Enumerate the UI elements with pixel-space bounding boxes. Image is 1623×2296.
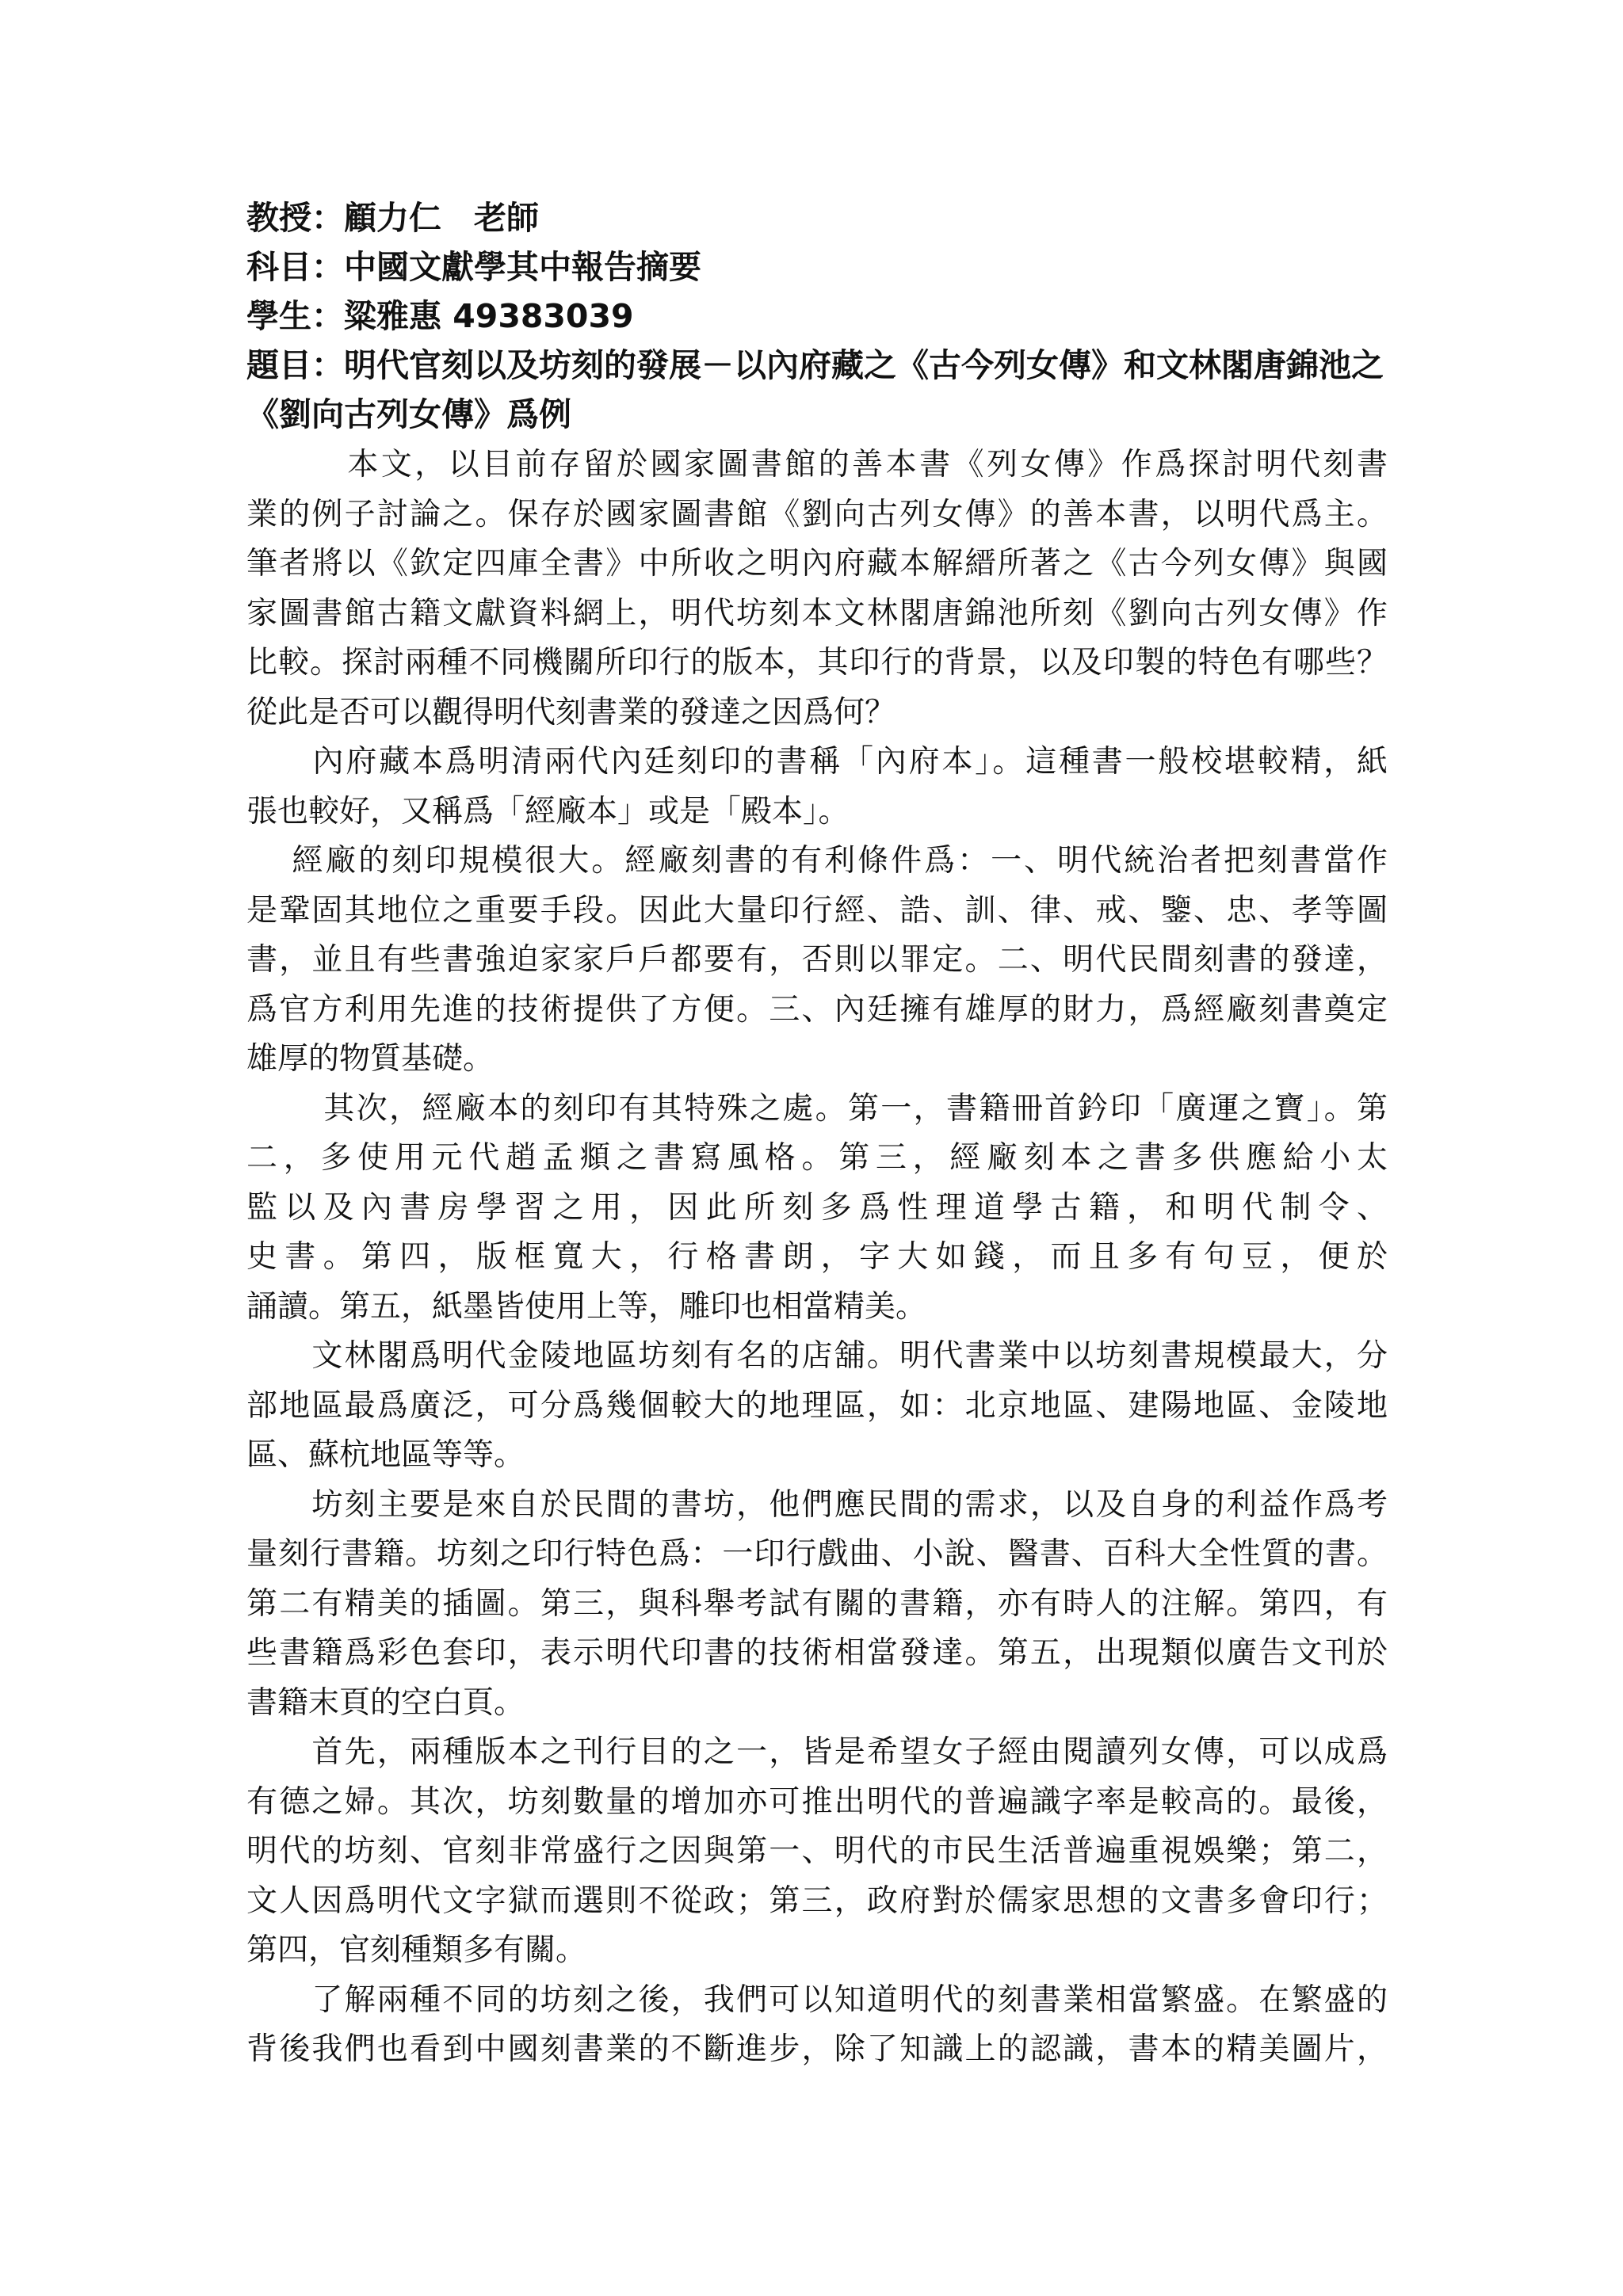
report-header: [246, 193, 1388, 439]
text-line: 書籍末頁的空白頁。: [246, 1684, 525, 1721]
paragraph-jingchang-features: [246, 1085, 1388, 1333]
text-line: 了解兩種不同的坊刻之後，我們可以知道明代的刻書業相當繁盛。在繁盛的: [246, 1981, 1388, 2018]
text-line: 比較。探討兩種不同機關所印行的版本，其印行的背景，以及印製的特色有哪些？: [246, 645, 1388, 681]
title-line-2: 《劉向古列女傳》爲例: [246, 395, 571, 433]
paragraph-wenlinge: [246, 1332, 1388, 1481]
paragraph-neifu: [246, 738, 1388, 837]
text-line: 背後我們也看到中國刻書業的不斷進步，除了知識上的認識，書本的精美圖片，: [246, 2031, 1388, 2067]
text-line: 部地區最爲廣泛，可分爲幾個較大的地理區，如：北京地區、建陽地區、金陵地: [246, 1387, 1388, 1424]
text-line: 業的例子討論之。保存於國家圖書館《劉向古列女傳》的善本書，以明代爲主。: [246, 496, 1388, 532]
text-line: 雄厚的物質基礎。: [246, 1041, 495, 1077]
text-line: 明代的坊刻、官刻非常盛行之因與第一、明代的市民生活普遍重視娛樂；第二，: [246, 1833, 1388, 1869]
text-line: 第二有精美的插圖。第三，與科舉考試有關的書籍，亦有時人的注解。第四，有: [246, 1585, 1388, 1622]
text-line: 區、蘇杭地區等等。: [246, 1437, 525, 1473]
text-line: 內府藏本爲明清兩代內廷刻印的書稱「內府本」。這種書一般校堪較精，紙: [246, 744, 1388, 780]
text-line: 本文，以目前存留於國家圖書館的善本書《列女傳》作爲探討明代刻書: [246, 447, 1388, 482]
text-line: 些書籍爲彩色套印，表示明代印書的技術相當發達。第五，出現類似廣告文刊於: [246, 1635, 1388, 1671]
text-line: 首先，兩種版本之刊行目的之一，皆是希望女子經由閱讀列女傳，可以成爲: [246, 1734, 1388, 1770]
text-line: 是鞏固其地位之重要手段。因此大量印行經、誥、訓、律、戒、鑒、忠、孝等圖: [246, 892, 1388, 929]
text-line: 從此是否可以觀得明代刻書業的發達之因爲何？: [246, 694, 896, 730]
text-line: 家圖書館古籍文獻資料網上，明代坊刻本文林閣唐錦池所刻《劉向古列女傳》作: [246, 595, 1388, 631]
text-line: 史書。第四，版框寬大，行格書朗，字大如錢，而且多有句豆，便於: [246, 1239, 1388, 1275]
text-line: 誦讀。第五，紙墨皆使用上等，雕印也相當精美。: [246, 1288, 927, 1325]
paragraph-fangke: [246, 1481, 1388, 1729]
text-line: 文人因爲明代文字獄而選則不從政；第三，政府對於儒家思想的文書多會印行；: [246, 1882, 1388, 1919]
text-line: 量刻行書籍。坊刻之印行特色爲：一印行戲曲、小說、醫書、百科大全性質的書。: [246, 1536, 1388, 1572]
report-body: [246, 441, 1388, 2075]
paragraph-jingchang: [246, 837, 1388, 1085]
report-title: [246, 341, 1388, 439]
paragraph-conclusion: [246, 1728, 1388, 1976]
text-line: 有德之婦。其次，坊刻數量的增加亦可推出明代的普遍識字率是較高的。最後，: [246, 1783, 1388, 1820]
paragraph-introduction: [246, 441, 1388, 738]
text-line: 張也較好，又稱爲「經廠本」或是「殿本」。: [246, 793, 850, 830]
text-line: 文林閣爲明代金陵地區坊刻有名的店舖。明代書業中以坊刻書規模最大，分: [246, 1338, 1388, 1374]
text-line: 第四，官刻種類多有關。: [246, 1932, 587, 1968]
text-line: 爲官方利用先進的技術提供了方便。三、內廷擁有雄厚的財力，爲經廠刻書奠定: [246, 991, 1388, 1028]
subject-line: 科目：中國文獻學其中報告摘要: [246, 248, 701, 286]
text-line: 經廠的刻印規模很大。經廠刻書的有利條件爲：一、明代統治者把刻書當作: [246, 843, 1388, 879]
paragraph-closing: [246, 1976, 1388, 2075]
text-line: 書，並且有些書強迫家家戶戶都要有，否則以罪定。二、明代民間刻書的發達，: [246, 942, 1388, 978]
text-line: 坊刻主要是來自於民間的書坊，他們應民間的需求，以及自身的利益作爲考: [246, 1486, 1388, 1523]
student-line: 學生：粱雅惠 49383039: [246, 297, 634, 335]
text-line: 筆者將以《欽定四庫全書》中所收之明內府藏本解縉所著之《古今列女傳》與國: [246, 546, 1388, 582]
text-line: 二，多使用元代趙孟頫之書寫風格。第三，經廠刻本之書多供應給小太: [246, 1140, 1388, 1176]
text-line: 監以及內書房學習之用，因此所刻多爲性理道學古籍，和明代制令、: [246, 1189, 1388, 1226]
professor-line: 教授：顧力仁 老師: [246, 199, 539, 237]
text-line: 其次，經廠本的刻印有其特殊之處。第一，書籍冊首鈐印「廣運之寶」。第: [246, 1090, 1388, 1127]
title-line-1: 題目：明代官刻以及坊刻的發展－以內府藏之《古今列女傳》和文林閣唐錦池之: [246, 346, 1384, 384]
